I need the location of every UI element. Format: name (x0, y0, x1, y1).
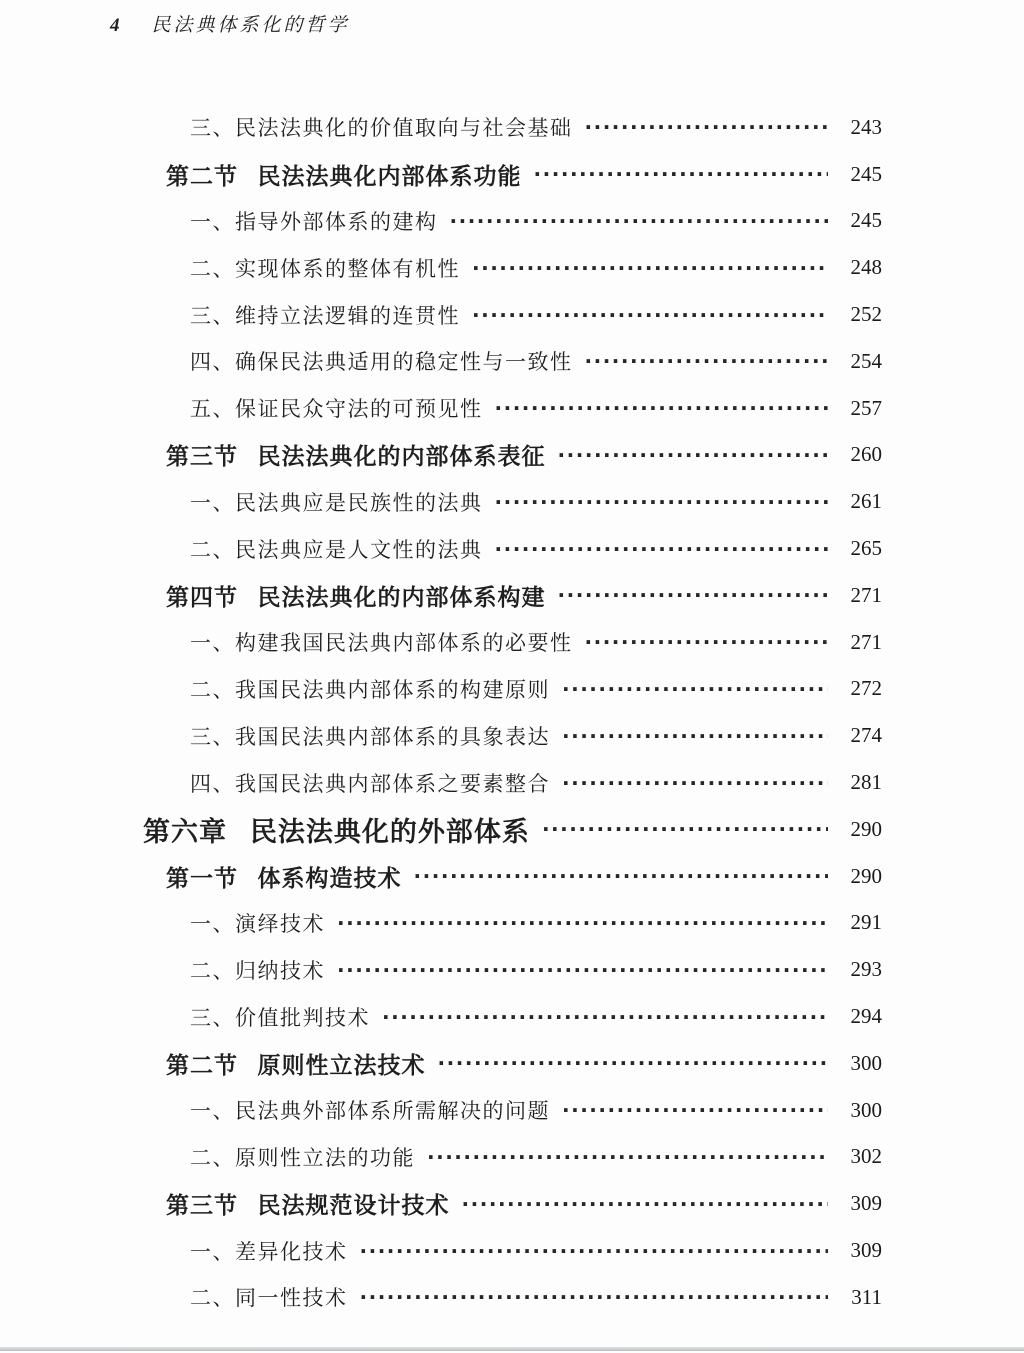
dot-leader (558, 583, 828, 607)
toc-list (143, 104, 882, 1321)
toc-entry (143, 385, 882, 432)
dot-leader (382, 1005, 828, 1029)
toc-entry-title: 民法典应是人文性的法典 (235, 537, 483, 562)
dot-leader (360, 1239, 829, 1263)
toc-page-number: 290 (850, 863, 882, 888)
toc-entry-title: 我国民法典内部体系的构建原则 (235, 677, 550, 702)
toc-entry-number: 二、 (190, 677, 235, 702)
toc-page-number: 291 (850, 910, 882, 935)
dot-leader (495, 490, 829, 514)
toc-entry-number: 一、 (190, 1239, 235, 1264)
toc-entry (143, 853, 882, 900)
toc-page-number: 257 (850, 395, 882, 420)
toc-entry-title: 民法法典化内部体系功能 (257, 162, 522, 189)
dot-leader (585, 349, 829, 373)
toc-entry-number: 三、 (190, 116, 235, 141)
toc-entry-title: 民法法典化的内部体系构建 (257, 583, 546, 610)
toc-entry (143, 1180, 882, 1227)
toc-entry (143, 198, 882, 245)
dot-leader (495, 537, 829, 561)
toc-entry-title: 维持立法逻辑的连贯性 (235, 303, 460, 328)
toc-entry (143, 432, 882, 479)
toc-entry-number: 三、 (190, 1005, 235, 1030)
toc-entry (143, 900, 882, 947)
toc-entry-title: 体系构造技术 (257, 864, 402, 891)
toc-entry (143, 572, 882, 619)
dot-leader (438, 1051, 828, 1075)
toc-page-number: 243 (850, 114, 882, 139)
toc-entry-number: 第四节 (166, 583, 238, 610)
dot-leader (337, 911, 828, 935)
toc-entry-title: 民法典应是民族性的法典 (235, 490, 483, 515)
toc-entry-number: 二、 (190, 537, 235, 562)
dot-leader (585, 630, 829, 654)
toc-page-number: 294 (850, 1004, 882, 1029)
toc-entry-number: 二、 (190, 958, 235, 983)
toc-page-number: 254 (850, 348, 882, 373)
toc-entry-number: 第六章 (143, 816, 227, 847)
dot-leader (450, 209, 829, 233)
toc-entry (143, 759, 882, 806)
toc-page-number: 311 (851, 1284, 882, 1309)
toc-page-number: 245 (850, 161, 882, 186)
toc-entry-title: 实现体系的整体有机性 (235, 256, 460, 281)
toc-page-number: 260 (850, 442, 882, 467)
toc-entry (143, 338, 882, 385)
toc-page-number: 274 (850, 723, 882, 748)
dot-leader (542, 817, 828, 841)
toc-entry (143, 712, 882, 759)
toc-entry-number: 第一节 (166, 864, 238, 891)
toc-entry-number: 第三节 (166, 1192, 238, 1219)
toc-page-number: 309 (850, 1191, 882, 1216)
dot-leader (427, 1145, 828, 1169)
toc-entry-number: 一、 (190, 490, 235, 515)
toc-page-number: 252 (850, 302, 882, 327)
toc-entry (143, 1040, 882, 1087)
dot-leader (472, 256, 828, 280)
toc-entry (143, 1227, 882, 1274)
toc-entry (143, 478, 882, 525)
dot-leader (360, 1285, 829, 1309)
toc-entry-title: 民法法典化的内部体系表征 (257, 443, 546, 470)
dot-leader (462, 1192, 828, 1216)
toc-page-number: 261 (850, 489, 882, 514)
dot-leader (558, 443, 828, 467)
dot-leader (562, 771, 828, 795)
dot-leader (495, 396, 829, 420)
toc-page-number: 290 (850, 816, 882, 841)
toc-page-number: 271 (850, 629, 882, 654)
toc-entry-title: 民法规范设计技术 (257, 1192, 450, 1219)
toc-entry-number: 五、 (190, 397, 235, 422)
toc-entry (143, 151, 882, 198)
dot-leader (562, 677, 828, 701)
toc-entry (143, 525, 882, 572)
toc-page-number: 245 (850, 208, 882, 233)
toc-entry-title: 保证民众守法的可预见性 (235, 397, 483, 422)
toc-page-number: 272 (850, 676, 882, 701)
toc-page-number: 293 (850, 957, 882, 982)
toc-entry-number: 二、 (190, 1145, 235, 1170)
dot-leader (534, 162, 828, 186)
dot-leader (337, 958, 828, 982)
toc-entry-title: 价值批判技术 (235, 1005, 370, 1030)
toc-entry-number: 四、 (190, 771, 235, 796)
toc-entry (143, 104, 882, 151)
toc-entry-title: 差异化技术 (235, 1239, 348, 1264)
toc-entry (143, 946, 882, 993)
toc-entry-title: 确保民法典适用的稳定性与一致性 (235, 350, 573, 375)
toc-entry-number: 一、 (190, 209, 235, 234)
toc-entry-title: 同一性技术 (235, 1286, 348, 1311)
toc-entry-title: 民法典外部体系所需解决的问题 (235, 1099, 550, 1124)
toc-entry-number: 四、 (190, 350, 235, 375)
dot-leader (562, 724, 828, 748)
toc-entry-title: 指导外部体系的建构 (235, 209, 438, 234)
toc-page-number: 281 (850, 770, 882, 795)
scan-edge-artifact (0, 1347, 1024, 1351)
toc-entry-number: 第二节 (166, 1051, 238, 1078)
dot-leader (414, 864, 828, 888)
toc-entry-number: 一、 (190, 631, 235, 656)
toc-page-number: 309 (850, 1238, 882, 1263)
dot-leader (562, 1098, 828, 1122)
dot-leader (472, 303, 828, 327)
toc-entry (143, 244, 882, 291)
toc-entry-title: 原则性立法的功能 (235, 1145, 415, 1170)
toc-entry-title: 构建我国民法典内部体系的必要性 (235, 631, 573, 656)
toc-entry-title: 我国民法典内部体系的具象表达 (235, 724, 550, 749)
toc-entry (143, 666, 882, 713)
toc-entry-number: 二、 (190, 256, 235, 281)
toc-entry (143, 1274, 882, 1321)
toc-entry (143, 806, 882, 853)
toc-entry (143, 1134, 882, 1181)
toc-entry-title: 民法法典化的外部体系 (249, 816, 530, 847)
toc-entry (143, 1087, 882, 1134)
page-header (110, 10, 350, 37)
toc-entry-title: 民法法典化的价值取向与社会基础 (235, 116, 573, 141)
toc-page-number: 302 (850, 1144, 882, 1169)
toc-entry-number: 三、 (190, 303, 235, 328)
toc-page-number: 271 (850, 582, 882, 607)
toc-entry-number: 一、 (190, 1099, 235, 1124)
toc-entry-title: 原则性立法技术 (257, 1051, 426, 1078)
toc-entry-number: 第三节 (166, 443, 238, 470)
toc-entry-number: 一、 (190, 911, 235, 936)
toc-entry-title: 归纳技术 (235, 958, 325, 983)
toc-page-number: 300 (850, 1097, 882, 1122)
header-book-title: 民法典体系化的哲学 (151, 15, 350, 36)
toc-entry-title: 演绎技术 (235, 911, 325, 936)
toc-entry-title: 我国民法典内部体系之要素整合 (235, 771, 550, 796)
toc-entry-number: 二、 (190, 1286, 235, 1311)
toc-entry (143, 993, 882, 1040)
toc-entry-number: 三、 (190, 724, 235, 749)
toc-entry (143, 619, 882, 666)
toc-page-number: 265 (850, 536, 882, 561)
dot-leader (585, 115, 829, 139)
toc-page-number: 248 (850, 255, 882, 280)
header-page-number: 4 (110, 15, 120, 36)
toc-page-number: 300 (850, 1050, 882, 1075)
toc-entry-number: 第二节 (166, 162, 238, 189)
toc-entry (143, 291, 882, 338)
